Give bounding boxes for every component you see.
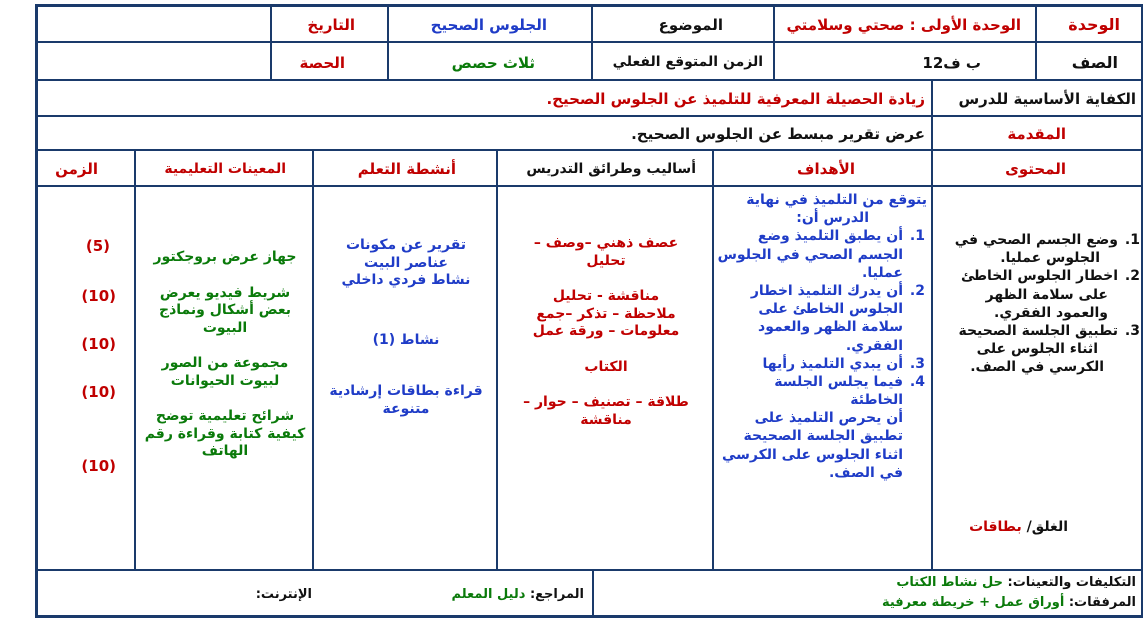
footer-references-cell bbox=[37, 570, 593, 616]
content-item bbox=[936, 231, 1142, 267]
content-item-line: تطبيق الجلسة الصحيحة bbox=[958, 322, 1118, 339]
content-item-line: على سلامة الظهر bbox=[985, 286, 1108, 303]
col-header-methods bbox=[497, 150, 713, 186]
col-header-content bbox=[932, 150, 1143, 186]
col-header-activities bbox=[313, 150, 497, 186]
activity-line: تقرير عن مكونات bbox=[345, 237, 467, 253]
objective-line: أن يدرك التلميذ اخطار bbox=[750, 282, 903, 299]
closing-label: الغلق/ bbox=[1026, 519, 1068, 535]
topic-value-cell bbox=[388, 6, 592, 42]
col-header-content-label: المحتوى bbox=[1005, 160, 1066, 178]
lesson-plan-sheet bbox=[35, 4, 1143, 618]
objective-line: اثناء الجلوس على الكرسي bbox=[721, 446, 903, 463]
method-line: الكتاب bbox=[584, 358, 628, 375]
activity-line: نشاط فردي داخلي bbox=[341, 272, 471, 288]
objective-line: أن يطبق التلميذ وضع bbox=[757, 228, 903, 245]
aids-body bbox=[135, 186, 313, 570]
objective-line: فيما يجلس الجلسة bbox=[774, 373, 903, 390]
time-body bbox=[37, 186, 135, 570]
objective-num: 4. bbox=[909, 373, 925, 390]
objective-line: أن يبدي التلميذ رأيها bbox=[762, 355, 903, 372]
col-header-methods-label: أساليب وطرائق التدريس bbox=[526, 161, 696, 177]
col-header-aids bbox=[135, 150, 313, 186]
objective-extra bbox=[717, 409, 927, 482]
objective-line: الجسم الصحي في الجلوس bbox=[717, 246, 903, 263]
aid-line: كيفية كتابة وقراءة رقم bbox=[144, 425, 306, 442]
content-list bbox=[936, 231, 1142, 377]
objective-num: 2. bbox=[909, 282, 925, 299]
footer-homework-cell bbox=[593, 570, 1143, 616]
time-value-item: (10) bbox=[81, 287, 116, 305]
method-line: طلاقة – تصنيف – حوار – bbox=[523, 394, 689, 410]
content-item-num: 3. bbox=[1124, 322, 1140, 339]
period-label: الحصة bbox=[299, 54, 345, 72]
period-value-cell bbox=[37, 42, 271, 80]
date-value-cell bbox=[37, 6, 271, 42]
aid-line: شريط فيديو يعرض bbox=[159, 284, 291, 301]
objective-line: الجلوس الخاطئ على bbox=[758, 301, 903, 318]
grade-label: الصف bbox=[1071, 53, 1118, 72]
methods-body bbox=[497, 186, 713, 570]
content-item-num: 1. bbox=[1124, 232, 1140, 248]
objective-item bbox=[717, 373, 927, 409]
objectives-body bbox=[713, 186, 932, 570]
objective-num: 3. bbox=[909, 355, 925, 372]
intro-label-cell bbox=[932, 116, 1143, 150]
activity-line: قراءة بطاقات إرشادية bbox=[329, 383, 483, 399]
closing-value: بطاقات bbox=[969, 519, 1022, 535]
content-item-num: 2. bbox=[1124, 268, 1140, 285]
aid-line: مجموعة من الصور bbox=[161, 355, 289, 371]
content-item-line: والعمود الفقري. bbox=[994, 304, 1108, 321]
content-item-line: اخطار الجلوس الخاطئ bbox=[961, 268, 1118, 285]
grade-value-cell bbox=[774, 42, 1036, 80]
unit-value-cell bbox=[774, 6, 1036, 42]
method-line: معلومات – ورقة عمل bbox=[532, 323, 680, 339]
time-value-item: (5) bbox=[85, 237, 110, 255]
objective-line: في الصف. bbox=[828, 464, 903, 481]
col-header-objectives bbox=[713, 150, 932, 186]
objective-line: سلامة الظهر والعمود bbox=[758, 319, 903, 336]
unit-label-cell bbox=[1036, 6, 1143, 42]
objectives-intro: الدرس أن: bbox=[796, 210, 869, 227]
date-label-cell bbox=[271, 6, 388, 42]
method-line: مناقشة - تحليل bbox=[552, 288, 660, 304]
homework-value: حل نشاط الكتاب bbox=[896, 575, 1003, 590]
intro-value: عرض تقرير مبسط عن الجلوس الصحيح. bbox=[631, 125, 925, 143]
objectives-list bbox=[717, 191, 927, 482]
content-item bbox=[936, 322, 1142, 377]
unit-value: الوحدة الأولى : صحتي وسلامتي bbox=[786, 16, 1021, 34]
references-label: المراجع: bbox=[529, 587, 584, 602]
col-header-time bbox=[37, 150, 135, 186]
content-body bbox=[932, 186, 1143, 570]
aid-line: البيوت bbox=[202, 319, 248, 336]
activity-line: نشاط (1) bbox=[372, 331, 440, 348]
col-header-aids-label: المعينات التعليمية bbox=[164, 161, 286, 177]
objective-line: الفقري. bbox=[845, 337, 903, 354]
competency-label-cell bbox=[932, 80, 1143, 116]
references bbox=[452, 587, 584, 602]
time-label: الزمن المتوقع الفعلي bbox=[612, 54, 763, 70]
grade-label-cell bbox=[1036, 42, 1143, 80]
methods-list bbox=[498, 235, 714, 429]
intro-label: المقدمة bbox=[1007, 125, 1066, 143]
closing bbox=[969, 519, 1068, 535]
col-header-activities-label: أنشطة التعلم bbox=[357, 160, 456, 178]
content-item-line: الجلوس عمليا. bbox=[1000, 250, 1100, 267]
time-value-item: (10) bbox=[81, 457, 116, 475]
intro-value-cell bbox=[37, 116, 932, 150]
content-item-line: الكرسي في الصف. bbox=[970, 359, 1104, 376]
objective-item bbox=[717, 355, 927, 373]
date-label: التاريخ bbox=[307, 16, 355, 34]
time-label-cell bbox=[592, 42, 774, 80]
period-label-cell bbox=[271, 42, 388, 80]
time-value-cell bbox=[388, 42, 592, 80]
aid-line: الهاتف bbox=[201, 443, 249, 459]
activities-list bbox=[314, 237, 498, 418]
content-item-line: اثناء الجلوس على bbox=[976, 341, 1098, 358]
competency-value: زيادة الحصيلة المعرفية للتلميذ عن الجلوس الصحيح. bbox=[546, 90, 925, 108]
references-value: دليل المعلم bbox=[451, 587, 526, 602]
objective-line: عمليا. bbox=[862, 264, 903, 281]
aid-line: لبيوت الحيوانات bbox=[170, 372, 280, 389]
method-line: مناقشة bbox=[580, 411, 632, 428]
activity-line: عناصر البيت bbox=[364, 254, 448, 271]
unit-label: الوحدة bbox=[1068, 15, 1120, 34]
aid-line: بعض أشكال ونماذج bbox=[159, 302, 291, 318]
activity-line: متنوعة bbox=[382, 400, 430, 417]
col-header-objectives-label: الأهداف bbox=[797, 160, 855, 178]
objective-item bbox=[717, 282, 927, 355]
competency-label: الكفاية الأساسية للدرس bbox=[958, 90, 1136, 108]
time-value-item: (10) bbox=[81, 383, 116, 401]
time-value: ثلاث حصص bbox=[451, 54, 535, 72]
homework-label: التكليفات والتعينات: bbox=[1007, 575, 1136, 590]
attachments-value: أوراق عمل + خريطة معرفية bbox=[881, 595, 1065, 610]
aids-list bbox=[136, 249, 314, 461]
method-line: ملاحظة – تذكر –جمع bbox=[536, 305, 676, 322]
objective-line: أن يحرص التلميذ على bbox=[754, 410, 903, 427]
competency-value-cell bbox=[37, 80, 932, 116]
time-value-item: (10) bbox=[81, 335, 116, 353]
objectives-intro: يتوقع من التلميذ في نهاية bbox=[746, 192, 927, 208]
col-header-time-label: الزمن bbox=[55, 160, 98, 178]
objective-line: الخاطئة bbox=[850, 392, 903, 409]
objective-num: 1. bbox=[909, 228, 925, 245]
method-line: عصف ذهني –وصف – bbox=[533, 235, 679, 251]
topic-label-cell bbox=[592, 6, 774, 42]
attachments-label: المرفقات: bbox=[1068, 595, 1136, 610]
topic-label: الموضوع bbox=[658, 16, 723, 34]
objective-line: تطبيق الجلسة الصحيحة bbox=[743, 428, 903, 445]
grade-value: 1ب ف2 bbox=[922, 54, 981, 72]
aid-line: جهاز عرض بروجكتور bbox=[153, 249, 297, 265]
topic-value: الجلوس الصحيح bbox=[430, 16, 547, 34]
objective-item bbox=[717, 227, 927, 282]
method-line: تحليل bbox=[586, 252, 626, 269]
content-item bbox=[936, 267, 1142, 322]
attachments bbox=[882, 595, 1136, 610]
homework bbox=[896, 575, 1136, 590]
aid-line: شرائح تعليمية توضح bbox=[155, 408, 295, 424]
internet-label: الإنترنت: bbox=[255, 587, 312, 602]
activities-body bbox=[313, 186, 497, 570]
content-item-line: وضع الجسم الصحي في bbox=[954, 232, 1118, 248]
